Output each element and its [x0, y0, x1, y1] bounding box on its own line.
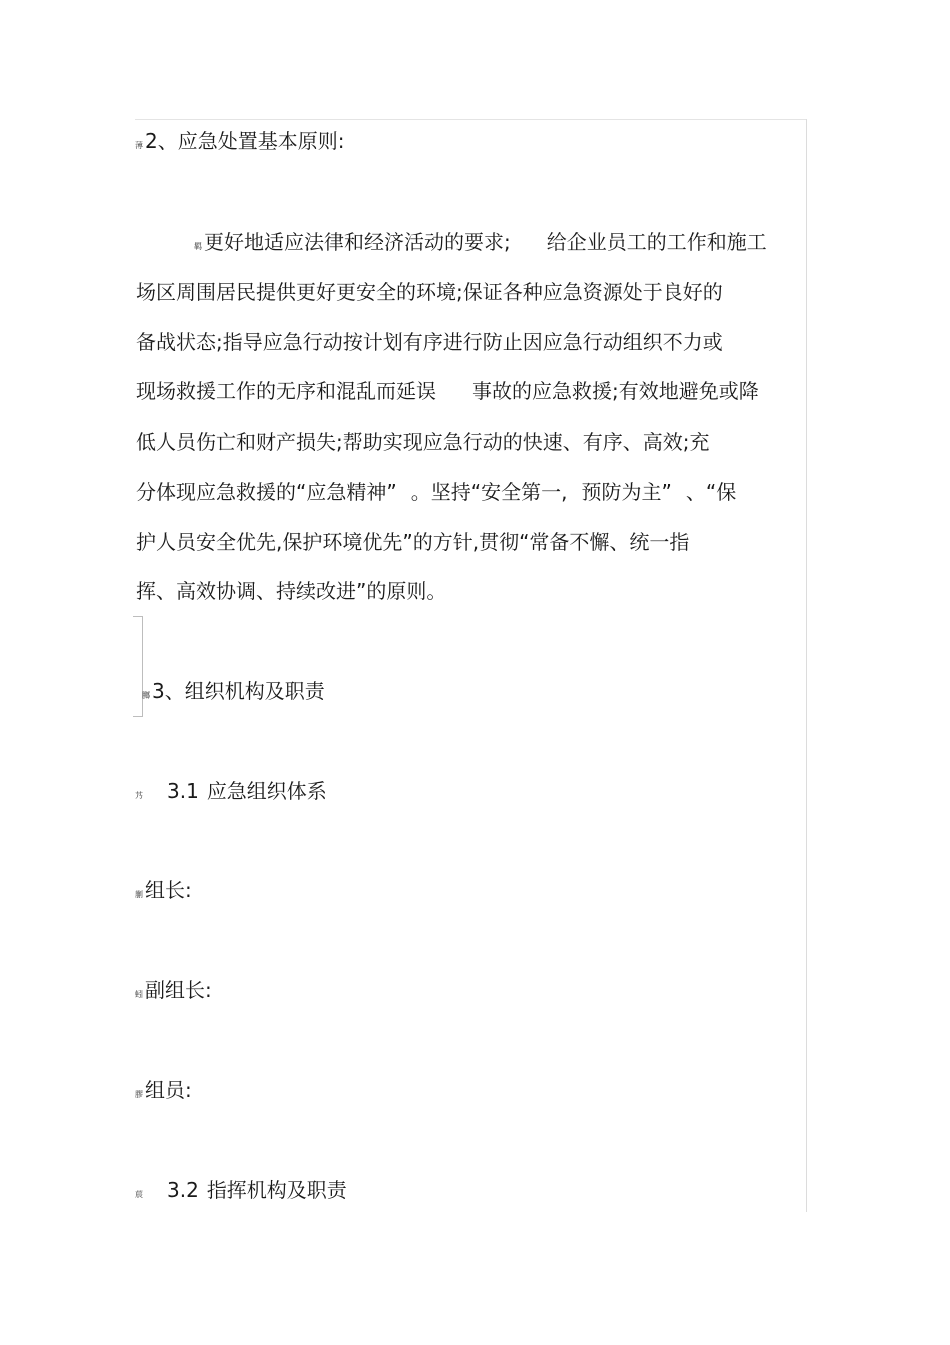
anchor-marker: 薄: [135, 141, 143, 150]
leader-label: 蒯 组长:: [135, 878, 192, 902]
section-heading-organization: [142, 678, 325, 709]
heading-text: 应急组织体系: [206, 779, 327, 803]
paragraph-line-8: 挥、高效协调、持续改进”的原则。: [136, 579, 447, 603]
deputy-leader-label: 蚓 副组长:: [135, 978, 212, 1002]
section-heading-principles: [135, 128, 344, 159]
heading-text: 2、应急处置基本原则:: [145, 129, 345, 153]
heading-text: 3、组织机构及职责: [152, 679, 325, 703]
subsection-heading-3-1: [135, 778, 327, 809]
paragraph-line-6: 分体现应急救援的“应急精神” 。坚持“安全第一, 预防为主” 、“保: [136, 480, 737, 504]
heading-text: 指挥机构及职责: [206, 1178, 347, 1202]
paragraph-line-5: 低人员伤亡和财产损失;帮助实现应急行动的快速、有序、高效;充: [136, 430, 710, 454]
member-label: 膠 组员:: [135, 1078, 192, 1102]
section-number: 3.2: [167, 1178, 199, 1202]
anchor-marker: 艿: [135, 791, 143, 800]
paragraph-line-1: 羁 更好地适应法律和经济活动的要求; 给企业员工的工作和施工: [194, 230, 767, 254]
anchor-marker: 膠: [135, 1090, 143, 1099]
paragraph-line-3: 备战状态;指导应急行动按计划有序进行防止因应急行动组织不力或: [136, 330, 723, 354]
paragraph-line-7: 护人员安全优先,保护环境优先”的方针,贯彻“常备不懈、统一指: [136, 530, 690, 554]
page-border-right: [806, 119, 807, 1212]
anchor-marker: 蚓: [135, 990, 143, 999]
section-number: 3.1: [167, 779, 199, 803]
anchor-marker: 蒯: [135, 890, 143, 899]
anchor-marker: 莀: [135, 1190, 143, 1199]
paragraph-line-4: 现场救援工作的无序和混乱而延误 事故的应急救援;有效地避免或降: [136, 379, 759, 403]
paragraph-line-2: 场区周围居民提供更好更安全的环境;保证各种应急资源处于良好的: [136, 280, 723, 304]
subsection-heading-3-2: [135, 1177, 347, 1208]
page-border-top: [135, 119, 807, 120]
anchor-marker: 膷: [142, 691, 150, 700]
anchor-marker: 羁: [194, 242, 202, 251]
